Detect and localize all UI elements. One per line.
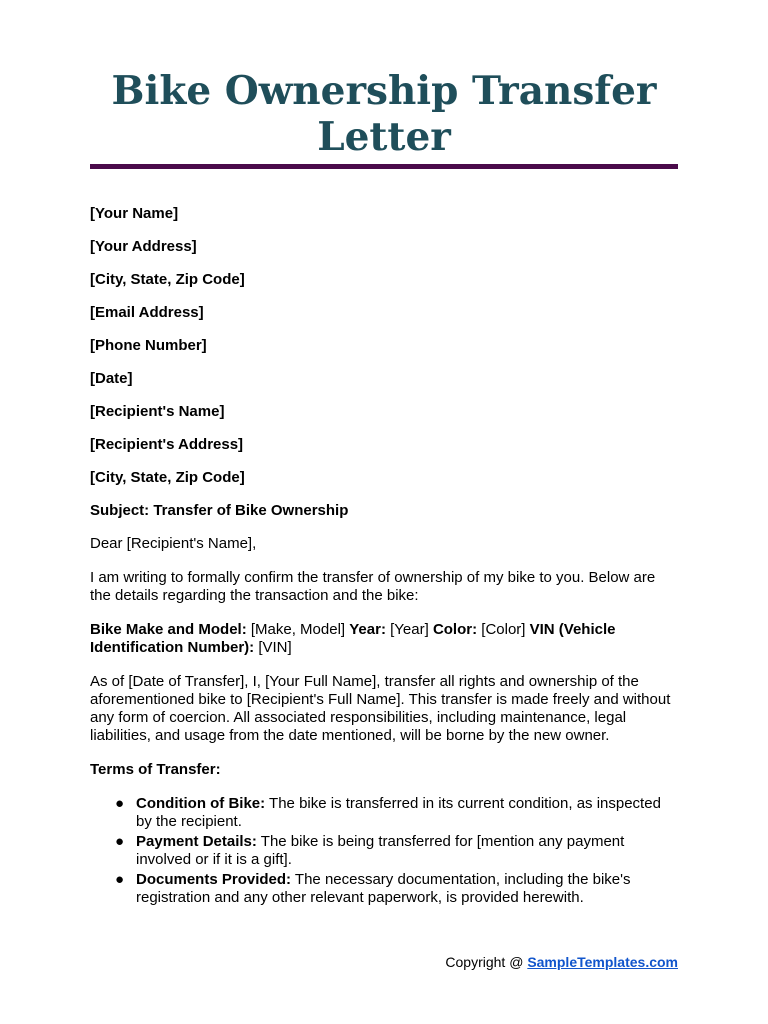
sender-phone: [Phone Number] [90, 337, 207, 354]
list-item [115, 795, 678, 831]
make-value: [Make, Model] [246, 621, 350, 638]
term-text: The bike is being transferred for [mention any payment involved or if it is a gift]. [136, 833, 625, 868]
salutation: Dear [Recipient's Name], [90, 535, 257, 552]
title-divider [90, 164, 678, 169]
term-label: Payment Details: [136, 833, 257, 850]
term-text: The bike is transferred in its current condition, as inspected by the recipient. [136, 795, 661, 830]
document-page [90, 0, 678, 909]
year-value: [Year] [385, 621, 433, 638]
color-label: Color: [432, 621, 478, 638]
intro-paragraph: I am writing to formally confirm the transfer of ownership of my bike to you. Below are the details regarding the transaction and the bike: [90, 569, 656, 604]
bullet-icon: ● [115, 871, 125, 888]
sender-name: [Your Name] [90, 205, 179, 222]
bullet-icon: ● [115, 795, 125, 812]
bike-details [90, 621, 678, 657]
letter-date: [Date] [90, 370, 133, 387]
vin-label: VIN (Vehicle Identification Number): [90, 621, 616, 656]
color-value: [Color] [477, 621, 530, 638]
recipient-name: [Recipient's Name] [90, 403, 225, 420]
recipient-city-state-zip: [City, State, Zip Code] [90, 469, 245, 486]
make-label: Bike Make and Model: [90, 621, 247, 638]
year-label: Year: [349, 621, 386, 638]
term-label: Condition of Bike: [136, 795, 266, 812]
body-paragraph: As of [Date of Transfer], I, [Your Full Name], transfer all rights and ownership of the aforementioned bike to [Recipient's Full Name]. This transfer is made freely and without any form of coercion. All associated responsibilities, including maintenance, legal liabilities, and usage from the date mentioned, will be borne by the new owner. [90, 673, 671, 744]
term-label: Documents Provided: [136, 871, 292, 888]
recipient-address: [Recipient's Address] [90, 436, 244, 453]
list-item [115, 833, 678, 869]
terms-list [90, 795, 678, 907]
terms-heading: Terms of Transfer: [90, 761, 221, 778]
sender-city-state-zip: [City, State, Zip Code] [90, 271, 245, 288]
sender-address: [Your Address] [90, 238, 197, 255]
term-text: The necessary documentation, including the bike's registration and any other relevant paperwork, is provided herewith. [136, 871, 631, 906]
sampletemplates-link[interactable]: SampleTemplates.com [527, 954, 678, 970]
list-item [115, 871, 678, 907]
footer [445, 953, 678, 971]
copyright-text: Copyright @ [445, 954, 528, 970]
vin-value: [VIN] [254, 639, 292, 656]
sender-email: [Email Address] [90, 304, 204, 321]
bullet-icon: ● [115, 833, 125, 850]
letter-subject: Subject: Transfer of Bike Ownership [90, 502, 349, 519]
document-title: Bike Ownership Transfer Letter [111, 68, 657, 160]
